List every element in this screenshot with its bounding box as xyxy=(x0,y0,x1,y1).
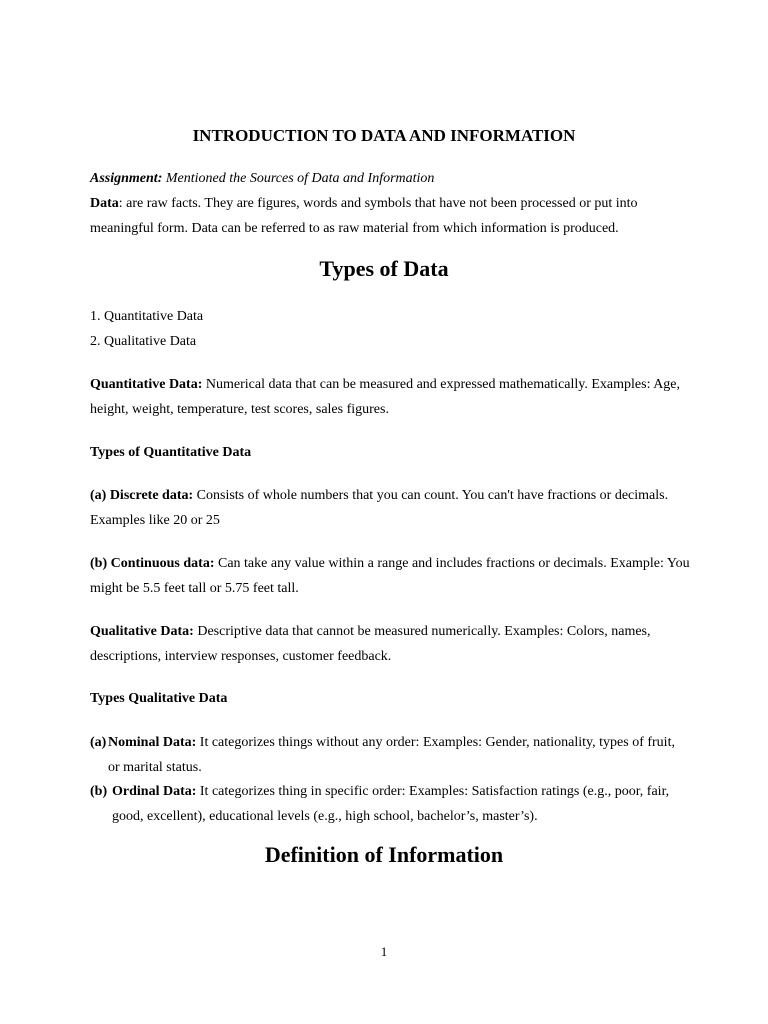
qualitative-term: Qualitative Data: xyxy=(90,624,194,639)
document-title: INTRODUCTION TO DATA AND INFORMATION xyxy=(192,126,576,145)
discrete-text: Consists of whole numbers that you can count. You can't have fractions or decimals. Examples like 20 or 25 xyxy=(90,488,669,528)
discrete-paragraph xyxy=(90,483,690,533)
ordinal-term: Ordinal Data: xyxy=(112,784,197,799)
assignment-label: Assignment: xyxy=(90,171,163,186)
nominal-marker: (a) xyxy=(90,735,107,750)
nominal-paragraph xyxy=(108,730,688,780)
types-list-item-1: 1. Quantitative Data xyxy=(90,309,204,324)
quantitative-paragraph xyxy=(90,372,690,422)
types-of-data-heading: Types of Data xyxy=(319,256,449,281)
quantitative-text: Numerical data that can be measured and expressed mathematically. Examples: Age, height, weight, temperature, test scores, sales figures. xyxy=(90,377,681,417)
qualitative-text: Descriptive data that cannot be measured numerically. Examples: Colors, names, descriptions, interview responses, customer feedback. xyxy=(90,624,651,664)
nominal-term: Nominal Data: xyxy=(108,735,197,750)
nominal-text: It categorizes things without any order: Examples: Gender, nationality, types of fruit, or marital status. xyxy=(108,735,675,775)
types-list-item-2: 2. Qualitative Data xyxy=(90,334,197,349)
data-definition xyxy=(90,191,690,241)
types-quantitative-heading: Types of Quantitative Data xyxy=(90,445,252,460)
continuous-text: Can take any value within a range and includes fractions or decimals. Example: You might be 5.5 feet tall or 5.75 feet tall. xyxy=(90,556,690,596)
ordinal-text: It categorizes thing in specific order: Examples: Satisfaction ratings (e.g., poor, fair, good, excellent), educational levels (e.g., high school, bachelor’s, master’s). xyxy=(112,784,670,824)
assignment-text: Mentioned the Sources of Data and Information xyxy=(162,171,435,186)
continuous-term: (b) Continuous data: xyxy=(90,556,215,571)
definition-of-information-heading: Definition of Information xyxy=(264,842,504,867)
ordinal-paragraph xyxy=(112,779,692,829)
ordinal-marker: (b) xyxy=(90,784,108,799)
qualitative-paragraph xyxy=(90,619,690,669)
data-definition-text: : are raw facts. They are figures, words and symbols that have not been processed or put into meaningful form. Data can be referred to as raw material from which information is produced. xyxy=(90,196,638,236)
quantitative-term: Quantitative Data: xyxy=(90,377,203,392)
data-term: Data xyxy=(90,196,119,211)
page-number: 1 xyxy=(380,944,388,959)
continuous-paragraph xyxy=(90,551,690,601)
types-qualitative-heading: Types Qualitative Data xyxy=(90,691,228,706)
assignment-line xyxy=(90,166,434,191)
discrete-term: (a) Discrete data: xyxy=(90,488,194,503)
